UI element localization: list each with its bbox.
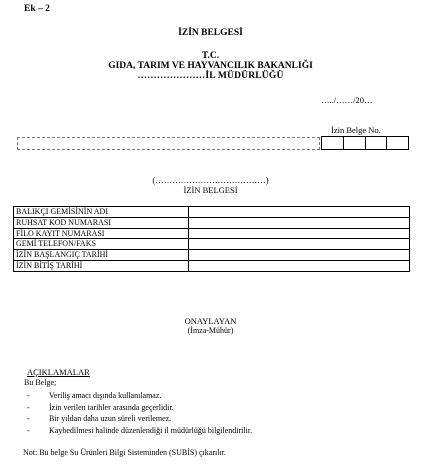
row-value — [189, 217, 410, 228]
date-field: …../……/20… — [321, 95, 373, 105]
row-value — [189, 250, 410, 261]
approver-title: ONAYLAYAN — [184, 316, 237, 326]
notes-intro: Bu Belge; — [24, 378, 57, 387]
list-item — [27, 413, 252, 425]
row-value — [189, 228, 410, 239]
table-row — [14, 228, 410, 239]
row-label: FİLO KAYIT NUMARASI — [14, 228, 189, 239]
subheading-title: İZİN BELGESİ — [183, 185, 238, 195]
table-row — [14, 250, 410, 261]
row-value — [189, 207, 410, 218]
note-text: Veriliş amacı dışında kullanılamaz. — [49, 391, 162, 400]
vessel-info-table — [13, 206, 410, 272]
list-item — [27, 402, 252, 414]
row-label: İZİN BİTİŞ TARİHİ — [14, 260, 189, 271]
directorate-line: …………………İL MÜDÜRLÜĞÜ — [137, 71, 284, 81]
permit-dashed-box — [17, 137, 320, 150]
ministry-line: GIDA, TARIM VE HAYVANCILIK BAKANLIĞI — [108, 61, 313, 71]
notes-heading: AÇIKLAMALAR — [27, 367, 90, 377]
row-label: BALIKÇI GEMİSİNİN ADI — [14, 207, 189, 218]
table-row — [14, 217, 410, 228]
bullet-dash: - — [27, 425, 30, 435]
permit-number-label: İzin Belge No. — [331, 125, 381, 135]
permit-number-cell — [322, 137, 343, 149]
list-item — [27, 425, 252, 437]
note-text: Bir yıldan daha uzun süreli verilemez. — [49, 414, 172, 423]
row-value — [189, 239, 410, 250]
bullet-dash: - — [27, 391, 30, 400]
permit-number-boxes — [321, 136, 409, 150]
permit-number-cell — [386, 137, 408, 149]
signature-note: (İmza-Mühür) — [187, 326, 234, 335]
annex-label: Ek – 2 — [24, 4, 50, 14]
bullet-dash: - — [27, 414, 30, 423]
table-row — [14, 239, 410, 250]
note-text: Kaybedilmesi halinde düzenlendiği il müdürlüğü bilgilendirilir. — [49, 425, 253, 435]
row-value — [189, 260, 410, 271]
bullet-dash: - — [27, 402, 30, 412]
footer-note: Not: Bu belge Su Ürünleri Bilgi Sisteminden (SUBİS) çıkarılır. — [23, 448, 226, 457]
row-label: İZİN BAŞLANGIÇ TARİHİ — [14, 250, 189, 261]
list-item — [27, 390, 252, 402]
notes-list — [27, 390, 252, 436]
subheading-placeholder: (…………………………………) — [152, 175, 269, 185]
permit-number-cell — [343, 137, 365, 149]
row-label: RUHSAT KOD NUMARASI — [14, 217, 189, 228]
row-label: GEMİ TELEFON/FAKS — [14, 239, 189, 250]
permit-number-cell — [365, 137, 387, 149]
republic-line: T.C. — [201, 51, 220, 61]
document-title: İZİN BELGESİ — [178, 28, 243, 38]
table-row — [14, 207, 410, 218]
note-text: İzin verilen tarihler arasında geçerlidir. — [49, 402, 174, 412]
table-row — [14, 260, 410, 271]
